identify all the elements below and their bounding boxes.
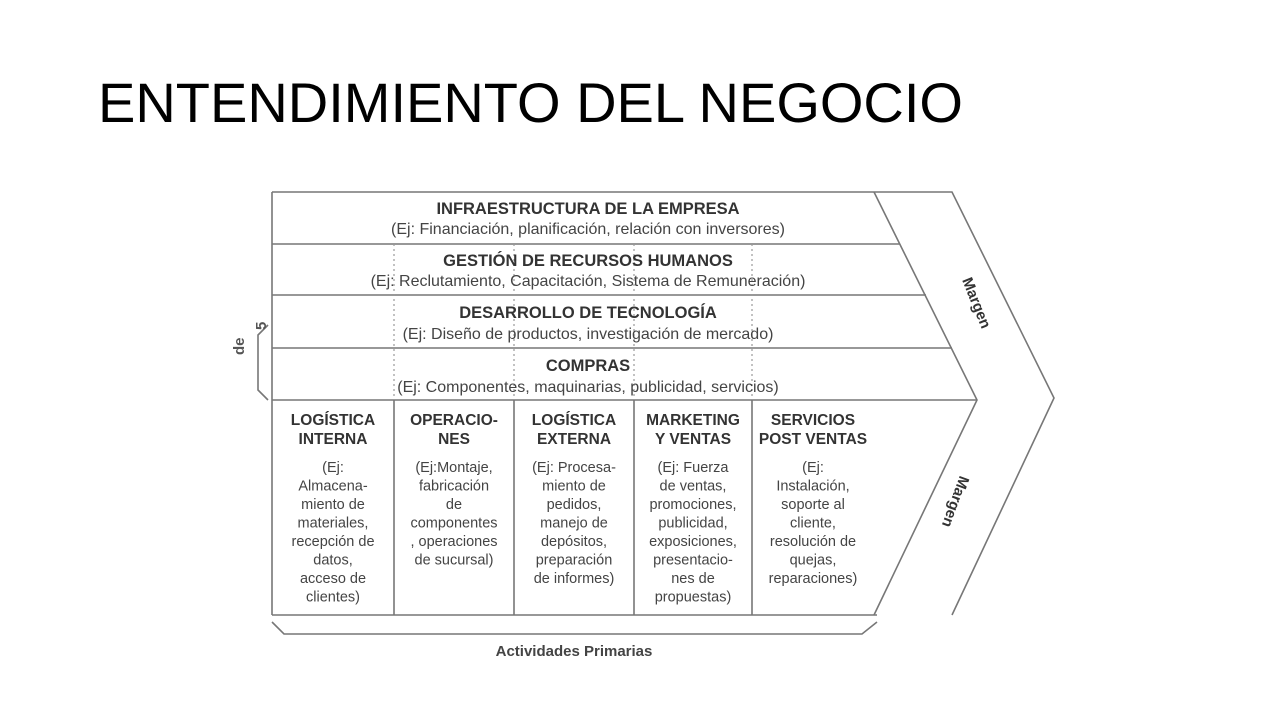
primary-body-5-line-5: resolución de bbox=[769, 534, 857, 550]
primary-body-1-line-1: (Ej: bbox=[322, 460, 344, 476]
primary-title-5-line-1: SERVICIOS bbox=[770, 412, 856, 429]
primary-body-4-line-7: nes de bbox=[671, 571, 715, 587]
value-chain-diagram bbox=[222, 190, 1056, 660]
primary-body-4-line-1: (Ej: Fuerza bbox=[657, 460, 729, 476]
primary-body-2-line-6: de sucursal) bbox=[414, 552, 494, 569]
primary-title-2-line-2: NES bbox=[438, 431, 470, 448]
primary-activities-label: Actividades Primarias bbox=[495, 643, 653, 660]
side-digit: 5 bbox=[253, 321, 270, 330]
primary-body-5-line-2: Instalación, bbox=[776, 478, 850, 495]
primary-body-3-line-2: miento de bbox=[542, 478, 606, 495]
primary-body-3-line-7: de informes) bbox=[533, 571, 615, 587]
primary-title-1-line-1: LOGÍSTICA bbox=[290, 412, 376, 429]
support-subtitle-3: (Ej: Diseño de productos, investigación de mercado) bbox=[402, 326, 774, 343]
primary-body-2-line-5: , operaciones bbox=[410, 534, 498, 550]
primary-title-4-line-2: Y VENTAS bbox=[654, 431, 732, 448]
primary-body-2-line-3: de bbox=[445, 497, 463, 513]
primary-body-4-line-8: propuestas) bbox=[654, 589, 732, 606]
support-title-3: DESARROLLO DE TECNOLOGÍA bbox=[459, 304, 717, 322]
primary-body-3-line-5: depósitos, bbox=[540, 534, 608, 550]
primary-body-1-line-4: materiales, bbox=[297, 515, 369, 532]
primary-body-3-line-3: pedidos, bbox=[546, 497, 602, 513]
primary-activities bbox=[291, 412, 867, 606]
support-subtitle-2: (Ej: Reclutamiento, Capacitación, Sistema de Remuneración) bbox=[370, 273, 806, 290]
primary-body-4-line-6: presentacio- bbox=[653, 552, 733, 569]
primary-body-1-line-5: recepción de bbox=[291, 534, 375, 550]
primary-body-2-line-2: fabricación bbox=[418, 478, 490, 495]
primary-body-5-line-3: soporte al bbox=[781, 497, 845, 513]
primary-bracket bbox=[272, 622, 877, 634]
support-subtitle-1: (Ej: Financiación, planificación, relación con inversores) bbox=[391, 221, 785, 238]
primary-title-5-line-2: POST VENTAS bbox=[758, 431, 868, 448]
primary-title-3-line-2: EXTERNA bbox=[536, 431, 612, 448]
primary-body-1-line-8: clientes) bbox=[306, 589, 360, 606]
primary-body-2-line-1: (Ej:Montaje, bbox=[415, 460, 493, 476]
support-title-2: GESTIÓN DE RECURSOS HUMANOS bbox=[443, 252, 733, 270]
support-bracket bbox=[258, 325, 268, 400]
primary-body-4-line-5: exposiciones, bbox=[649, 534, 737, 550]
chevron-inner bbox=[874, 192, 977, 615]
primary-body-1-line-3: miento de bbox=[301, 497, 365, 513]
support-subtitle-4: (Ej: Componentes, maquinarias, publicidad, servicios) bbox=[397, 379, 779, 396]
primary-body-5-line-6: quejas, bbox=[789, 552, 837, 569]
primary-title-3-line-1: LOGÍSTICA bbox=[531, 412, 617, 429]
side-label: de bbox=[231, 337, 248, 355]
primary-body-3-line-4: manejo de bbox=[540, 515, 608, 532]
support-title-4: COMPRAS bbox=[545, 357, 631, 375]
primary-body-3-line-1: (Ej: Procesa- bbox=[532, 460, 616, 476]
value-chain-svg bbox=[222, 190, 1056, 660]
support-title-1: INFRAESTRUCTURA DE LA EMPRESA bbox=[436, 200, 740, 218]
primary-body-4-line-4: publicidad, bbox=[658, 515, 728, 532]
primary-body-3-line-6: preparación bbox=[535, 552, 613, 569]
margin-label-top: Margen bbox=[958, 275, 995, 331]
primary-body-5-line-1: (Ej: bbox=[802, 460, 824, 476]
margin-label-bottom: Margen bbox=[937, 473, 973, 530]
primary-body-2-line-4: componentes bbox=[410, 515, 498, 532]
slide-title: ENTENDIMIENTO DEL NEGOCIO bbox=[98, 71, 963, 134]
primary-body-1-line-7: acceso de bbox=[299, 571, 367, 587]
primary-body-5-line-7: reparaciones) bbox=[768, 571, 858, 587]
primary-body-4-line-3: promociones, bbox=[649, 497, 737, 513]
primary-body-1-line-2: Almacena- bbox=[298, 478, 368, 495]
primary-body-1-line-6: datos, bbox=[313, 552, 353, 569]
primary-body-5-line-4: cliente, bbox=[790, 515, 836, 532]
primary-title-1-line-2: INTERNA bbox=[298, 431, 368, 448]
primary-body-4-line-2: de ventas, bbox=[659, 478, 727, 495]
primary-title-2-line-1: OPERACIO- bbox=[410, 412, 498, 429]
primary-title-4-line-1: MARKETING bbox=[646, 412, 740, 429]
